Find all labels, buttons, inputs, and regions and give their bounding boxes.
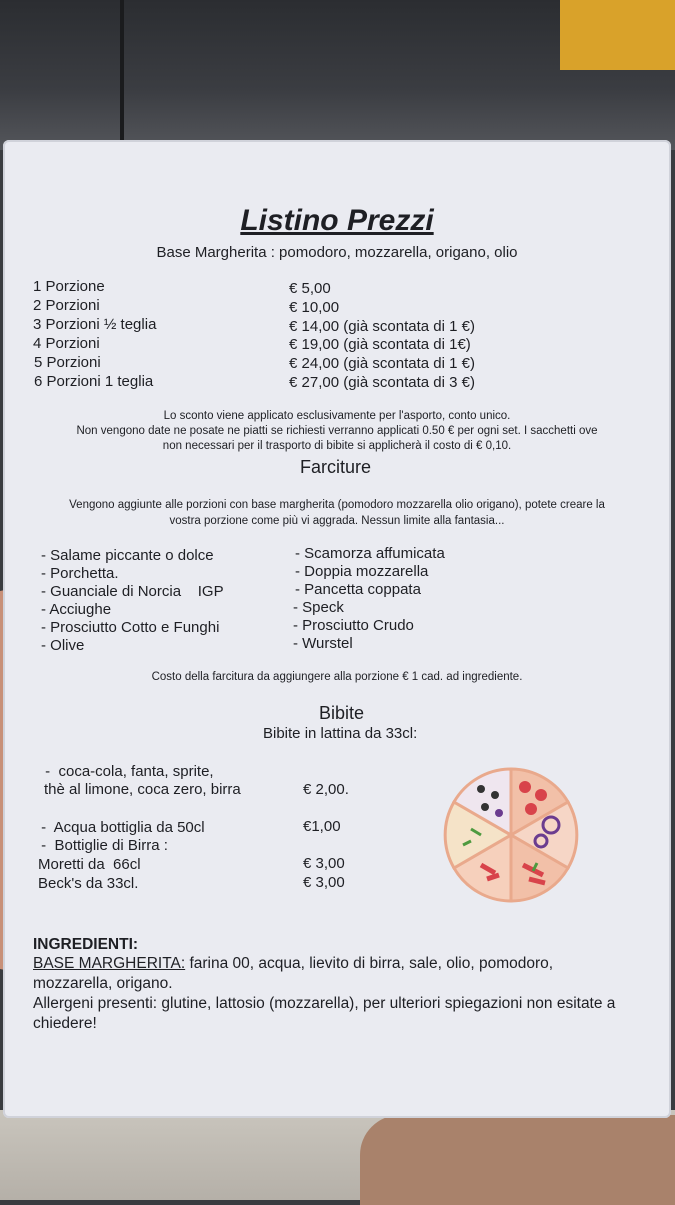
allergens-text: Allergeni presenti: glutine, lattosio (mozzarella), per ulteriori spiegazioni non esitate a [33, 995, 616, 1012]
topping-item: - Doppia mozzarella [295, 563, 429, 580]
portion-label: 1 Porzione [33, 278, 105, 295]
drink-price: € 2,00. [303, 781, 349, 798]
topping-item: - Speck [293, 599, 344, 616]
portion-label: 2 Porzioni [33, 297, 100, 314]
base-margherita-ingredients: farina 00, acqua, lievito di birra, sale, olio, pomodoro, [185, 955, 554, 972]
topping-item: - Acciughe [41, 601, 112, 618]
drink-label: thè al limone, coca zero, birra [44, 781, 241, 798]
topping-item: - Prosciutto Cotto e Funghi [41, 619, 220, 636]
menu-subtitle: Base Margherita : pomodoro, mozzarella, origano, olio [156, 244, 518, 261]
farciture-intro-line: Vengono aggiunte alle porzioni con base margherita (pomodoro mozzarella olio origano), potete creare la [69, 499, 605, 511]
drink-price: € 3,00 [303, 855, 345, 872]
drink-price: € 3,00 [303, 874, 345, 891]
portion-price: € 19,00 (già scontata di 1€) [289, 336, 471, 353]
topping-item: - Salame piccante o dolce [41, 547, 214, 564]
background-railing [120, 0, 124, 140]
bibite-heading: Bibite [319, 703, 365, 723]
drink-price: €1,00 [303, 818, 341, 835]
pizza-illustration [441, 765, 581, 905]
bibite-subheading: Bibite in lattina da 33cl: [263, 725, 418, 742]
farciture-intro-line: vostra porzione come più vi aggrada. Nessun limite alla fantasia... [169, 515, 505, 527]
base-margherita-label: BASE MARGHERITA: [33, 955, 186, 972]
farciture-heading: Farciture [300, 457, 372, 477]
discount-note-line: non necessari per il trasporto di bibite si applicherà il costo di € 0,10. [162, 440, 512, 452]
topping-item: - Pancetta coppata [295, 581, 421, 598]
portion-label: 3 Porzioni ½ teglia [33, 316, 157, 333]
background-yellow-panel [560, 0, 675, 70]
leg [360, 1115, 675, 1205]
portion-price: € 5,00 [289, 280, 331, 297]
topping-cost-note: Costo della farcitura da aggiungere alla porzione € 1 cad. ad ingrediente. [151, 671, 523, 683]
base-margherita-ingredients-cont: mozzarella, origano. [33, 975, 173, 992]
allergens-text-cont: chiedere! [33, 1015, 97, 1032]
topping-item: - Scamorza affumicata [295, 545, 445, 562]
drink-label: - Acqua bottiglia da 50cl [37, 819, 205, 836]
portion-label: 5 Porzioni [34, 354, 101, 371]
drink-label: - coca-cola, fanta, sprite, [41, 763, 214, 780]
menu-title: Listino Prezzi [240, 204, 434, 237]
portion-price: € 10,00 [289, 299, 340, 316]
topping-item: - Olive [41, 637, 85, 654]
drink-label: - Bottiglie di Birra : [37, 837, 168, 854]
topping-item: - Guanciale di Norcia IGP [41, 583, 224, 600]
portion-price: € 14,00 (già scontata di 1 €) [289, 318, 475, 335]
portion-label: 4 Porzioni [33, 335, 100, 352]
drink-label: Moretti da 66cl [38, 856, 141, 873]
drink-label: Beck's da 33cl. [38, 875, 139, 892]
topping-item: - Prosciutto Crudo [293, 617, 414, 634]
ingredients-heading: INGREDIENTI: [33, 936, 139, 953]
portion-price: € 24,00 (già scontata di 1 €) [289, 355, 475, 372]
topping-item: - Porchetta. [41, 565, 119, 582]
discount-note-line: Lo sconto viene applicato esclusivamente per l'asporto, conto unico. [163, 410, 511, 422]
menu-sheet [3, 140, 671, 1118]
topping-item: - Wurstel [293, 635, 353, 652]
discount-note-line: Non vengono date ne posate ne piatti se richiesti verranno applicati 0.50 € per ogni set. I sacchetti ove [76, 425, 598, 437]
portion-price: € 27,00 (già scontata di 3 €) [289, 374, 475, 391]
portion-label: 6 Porzioni 1 teglia [34, 373, 154, 390]
